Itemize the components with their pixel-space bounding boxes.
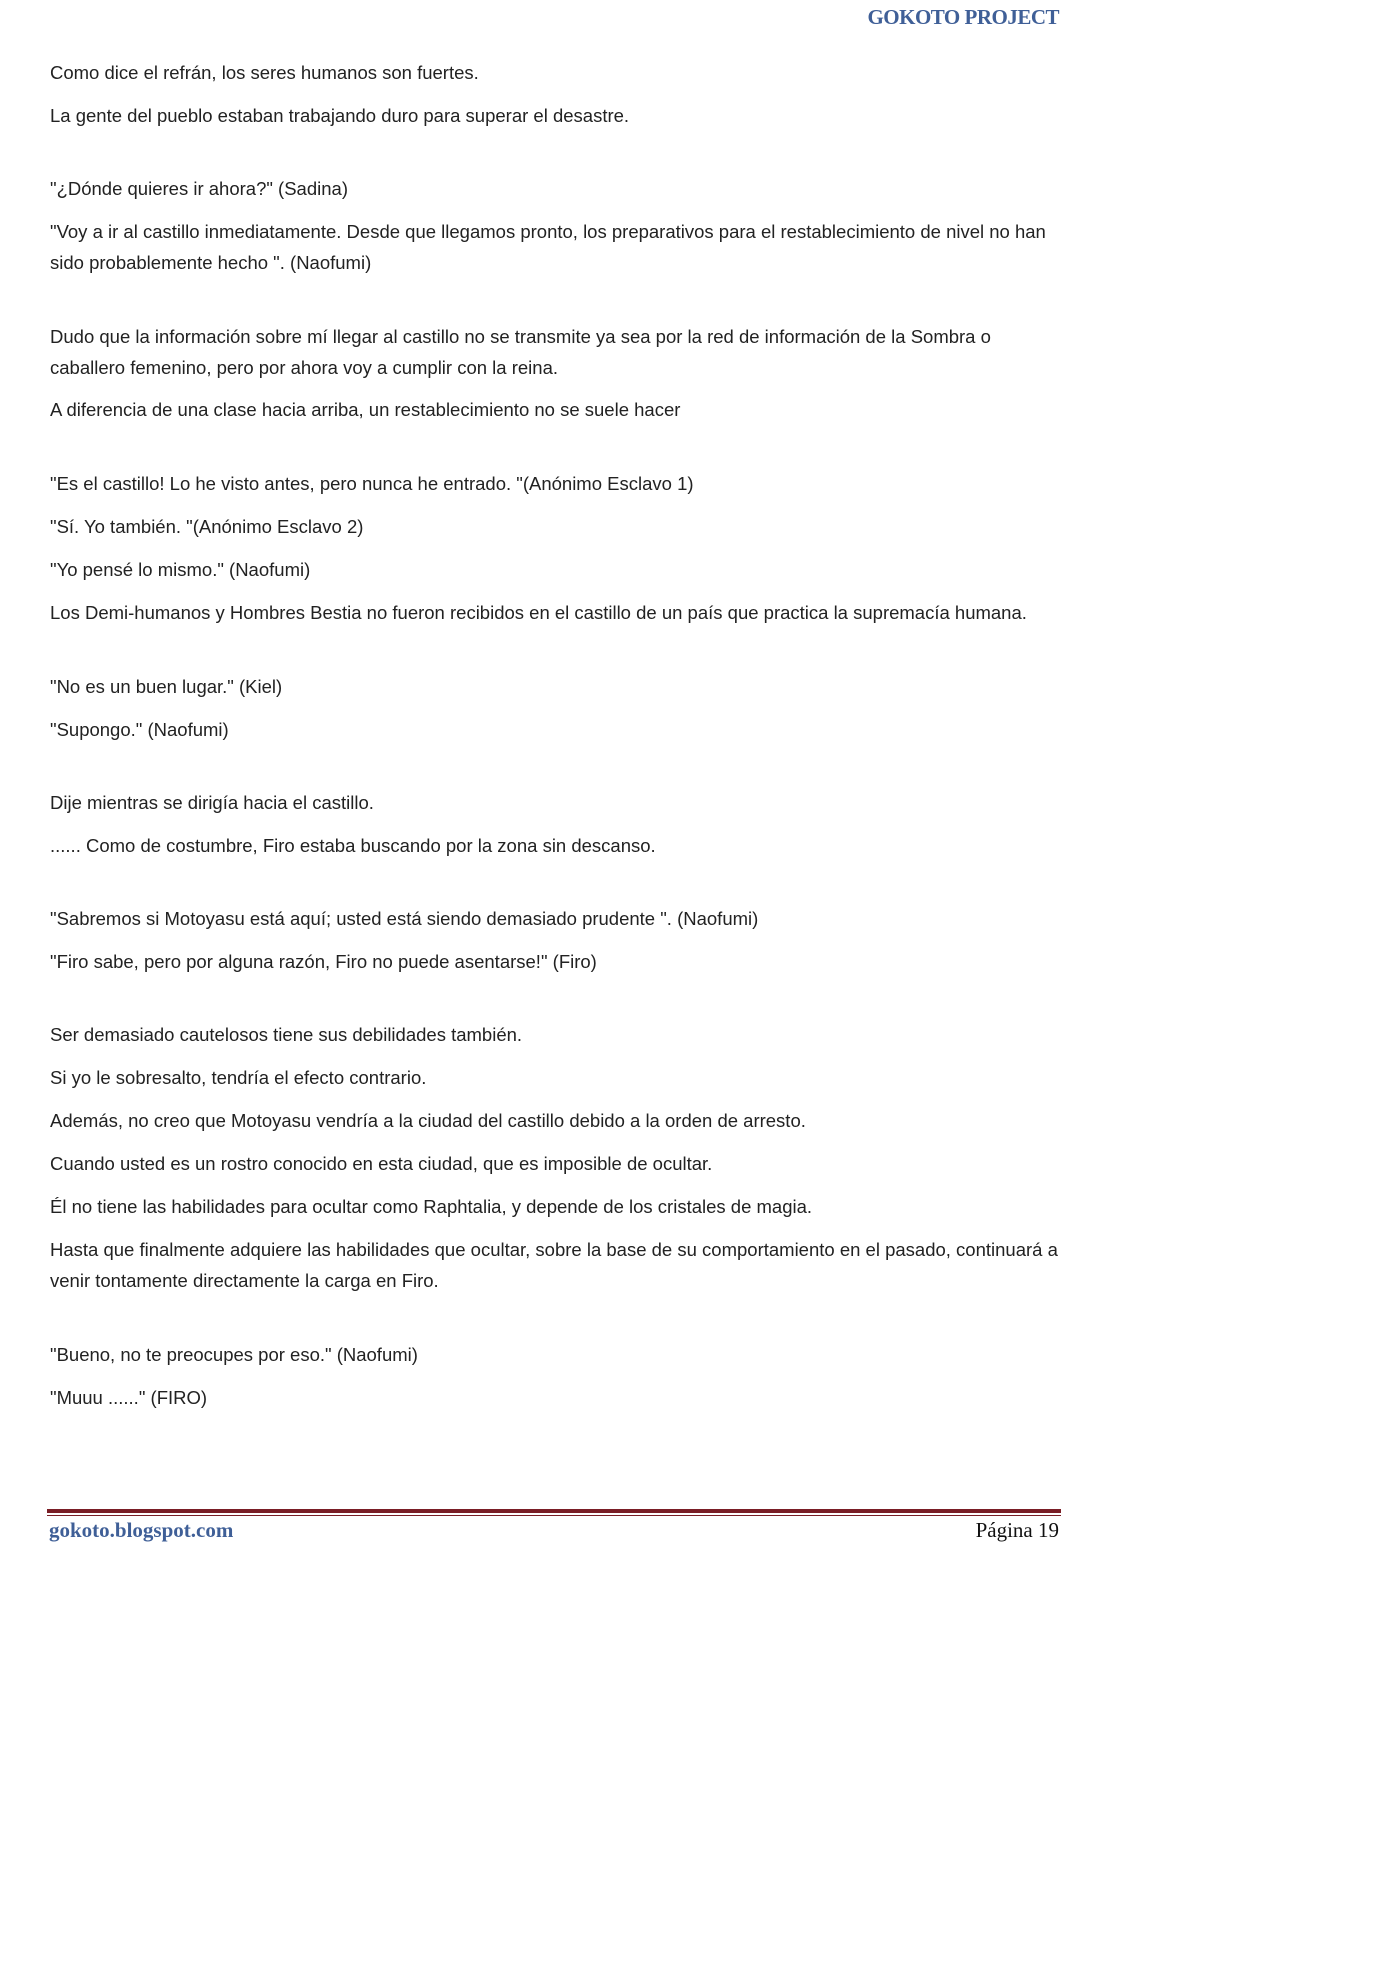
- footer-divider-thin: [47, 1515, 1061, 1516]
- paragraph: "Es el castillo! Lo he visto antes, pero nunca he entrado. "(Anónimo Esclavo 1): [50, 473, 694, 494]
- footer-site-link[interactable]: gokoto.blogspot.com: [49, 1518, 234, 1542]
- paragraph: "Muuu ......" (FIRO): [50, 1387, 208, 1408]
- paragraph: Hasta que finalmente adquiere las habilidades que ocultar, sobre la base de su comportamiento en el pasado, continuará a venir tontamente directamente la carga en Firo.: [50, 1239, 1058, 1291]
- paragraph: Ser demasiado cautelosos tiene sus debilidades también.: [50, 1024, 523, 1045]
- paragraph: Él no tiene las habilidades para ocultar como Raphtalia, y depende de los cristales de magia.: [50, 1196, 813, 1217]
- footer-divider: [47, 1509, 1061, 1513]
- paragraph: "¿Dónde quieres ir ahora?" (Sadina): [50, 178, 348, 199]
- paragraph: "Sabremos si Motoyasu está aquí; usted está siendo demasiado prudente ". (Naofumi): [50, 908, 759, 929]
- paragraph: Además, no creo que Motoyasu vendría a la ciudad del castillo debido a la orden de arresto.: [50, 1110, 806, 1131]
- paragraph: Los Demi-humanos y Hombres Bestia no fueron recibidos en el castillo de un país que practica la supremacía humana.: [50, 602, 1027, 623]
- paragraph: Cuando usted es un rostro conocido en esta ciudad, que es imposible de ocultar.: [50, 1153, 713, 1174]
- body-text: [50, 55, 1060, 1413]
- paragraph: "Firo sabe, pero por alguna razón, Firo no puede asentarse!" (Firo): [50, 951, 597, 972]
- header-brand: GOKOTO PROJECT: [867, 5, 1059, 29]
- paragraph: La gente del pueblo estaban trabajando duro para superar el desastre.: [50, 105, 630, 126]
- paragraph: Si yo le sobresalto, tendría el efecto contrario.: [50, 1067, 427, 1088]
- paragraph: Dudo que la información sobre mí llegar al castillo no se transmite ya sea por la red de información de la Sombra o caballero femenino, pero por ahora voy a cumplir con la reina.: [50, 326, 991, 378]
- page-number: Página 19: [975, 1518, 1059, 1542]
- paragraph: A diferencia de una clase hacia arriba, un restablecimiento no se suele hacer: [50, 399, 681, 420]
- paragraph: "No es un buen lugar." (Kiel): [50, 676, 283, 697]
- paragraph: "Sí. Yo también. "(Anónimo Esclavo 2): [50, 516, 364, 537]
- paragraph: "Voy a ir al castillo inmediatamente. Desde que llegamos pronto, los preparativos para el restablecimiento de nivel no han sido probablemente hecho ". (Naofumi): [50, 221, 1046, 273]
- paragraph: "Supongo." (Naofumi): [50, 719, 229, 740]
- paragraph: ...... Como de costumbre, Firo estaba buscando por la zona sin descanso.: [50, 835, 656, 856]
- paragraph: Como dice el refrán, los seres humanos son fuertes.: [50, 62, 479, 83]
- paragraph: "Bueno, no te preocupes por eso." (Naofumi): [50, 1344, 418, 1365]
- paragraph: Dije mientras se dirigía hacia el castillo.: [50, 792, 374, 813]
- paragraph: "Yo pensé lo mismo." (Naofumi): [50, 559, 311, 580]
